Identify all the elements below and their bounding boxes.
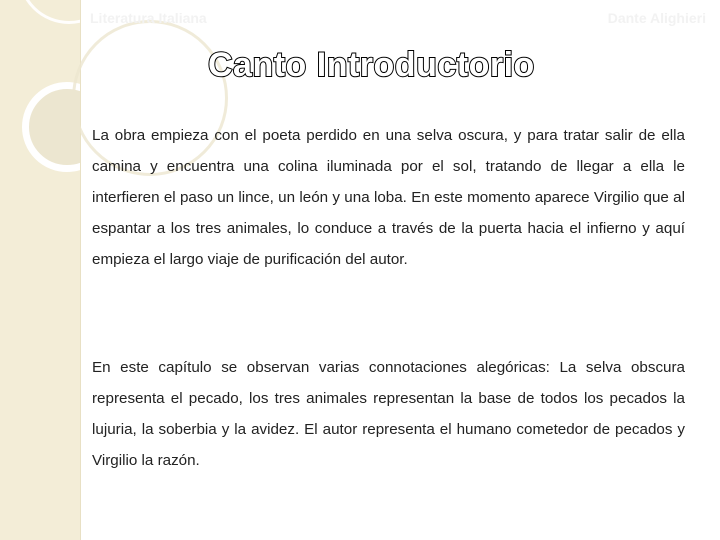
page-title: Canto Introductorio bbox=[208, 46, 535, 84]
decorative-ring-top bbox=[18, 0, 80, 24]
header-subject: Literatura Italiana bbox=[90, 10, 207, 26]
paragraph-1: La obra empieza con el poeta perdido en una selva oscura, y para tratar salir de ella camina y encuentra una colina iluminada por el sol, tratando de llegar a ella le interfieren el paso un lince, un león y una loba. En este momento aparece Virgilio que al espantar a los tres animales, lo conduce a través de la puerta hacia el infierno y aquí empieza el largo viaje de purificación del autor. bbox=[92, 127, 685, 268]
header-author: Dante Alighieri bbox=[607, 10, 706, 26]
decorative-sidebar bbox=[0, 0, 80, 540]
paragraph-2: En este capítulo se observan varias connotaciones alegóricas: La selva obscura representa el pecado, los tres animales representan la base de todos los pecados la lujuria, la soberbia y la avidez. El autor representa el humano cometedor de pecados y Virgilio la razón. bbox=[92, 359, 685, 469]
